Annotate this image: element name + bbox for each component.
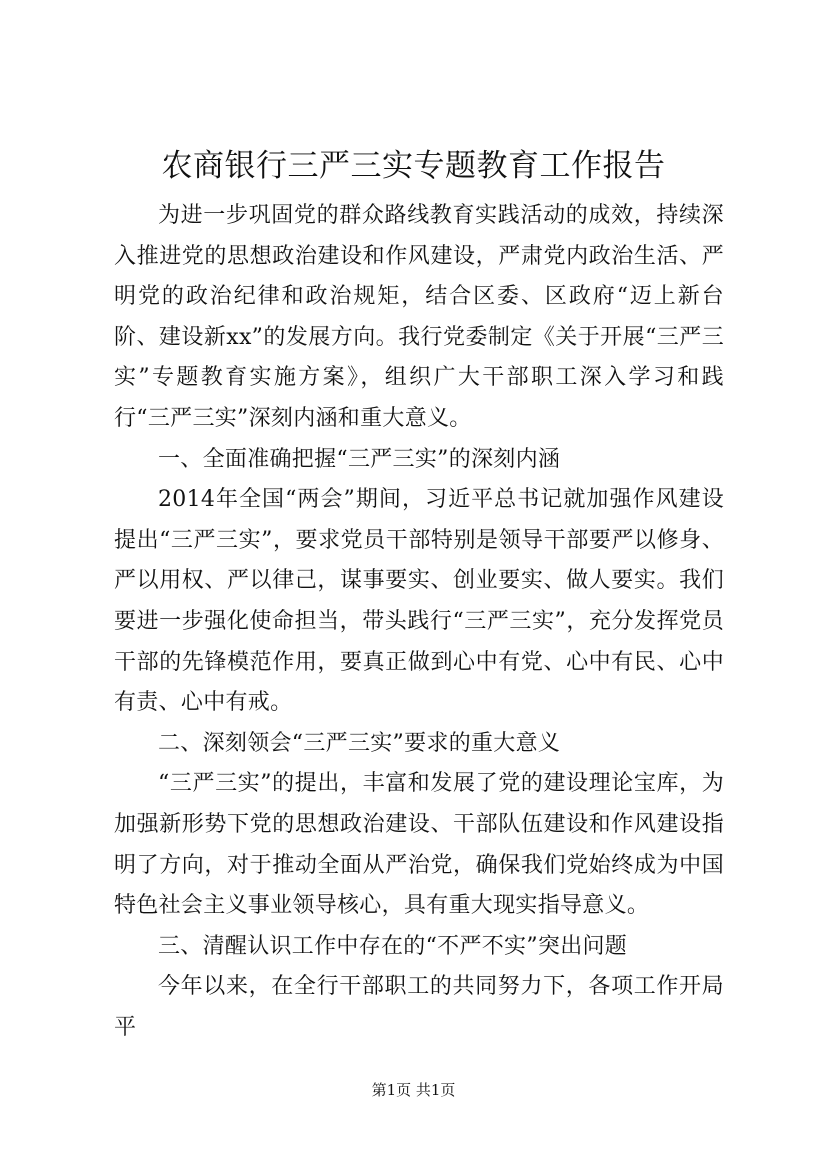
document-title: 农商银行三严三实专题教育工作报告	[161, 148, 666, 184]
paragraph-section-2: “三严三实”的提出，丰富和发展了党的建设理论宝库，为加强新形势下党的思想政治建设、干部队伍建设和作风建设指明了方向，对于推动全面从严治党，确保我们党始终成为中国特色社会主义事业领导核心，具有重大现实指导意义。	[114, 771, 724, 919]
section-heading-2: 二、深刻领会“三严三实”要求的重大意义	[158, 730, 561, 756]
page-footer: 第1页 共1页	[371, 1081, 456, 1099]
paragraph-section-3: 今年以来，在全行干部职工的共同努力下，各项工作开局平	[114, 974, 724, 1040]
document-body	[114, 196, 724, 1048]
paragraph-intro: 为进一步巩固党的群众路线教育实践活动的成效，持续深入推进党的思想政治建设和作风建设，严肃党内政治生活、严明党的政治纪律和政治规矩，结合区委、区政府“迈上新台阶、建设新xx”的发展方向。我行党委制定《关于开展“三严三实”专题教育实施方案》，组织广大干部职工深入学习和践行“三严三实”深刻内涵和重大意义。	[114, 203, 724, 431]
paragraph-section-1: 2014年全国“两会”期间，习近平总书记就加强作风建设提出“三严三实”，要求党员干部特别是领导干部要严以修身、严以用权、严以律己，谋事要实、创业要实、做人要实。我们要进一步强化使命担当，带头践行“三严三实”，充分发挥党员干部的先锋模范作用，要真正做到心中有党、心中有民、心中有责、心中有戒。	[114, 487, 724, 716]
section-heading-3: 三、清醒认识工作中存在的“不严不实”突出问题	[158, 933, 628, 959]
section-heading-1: 一、全面准确把握“三严三实”的深刻内涵	[158, 446, 561, 472]
